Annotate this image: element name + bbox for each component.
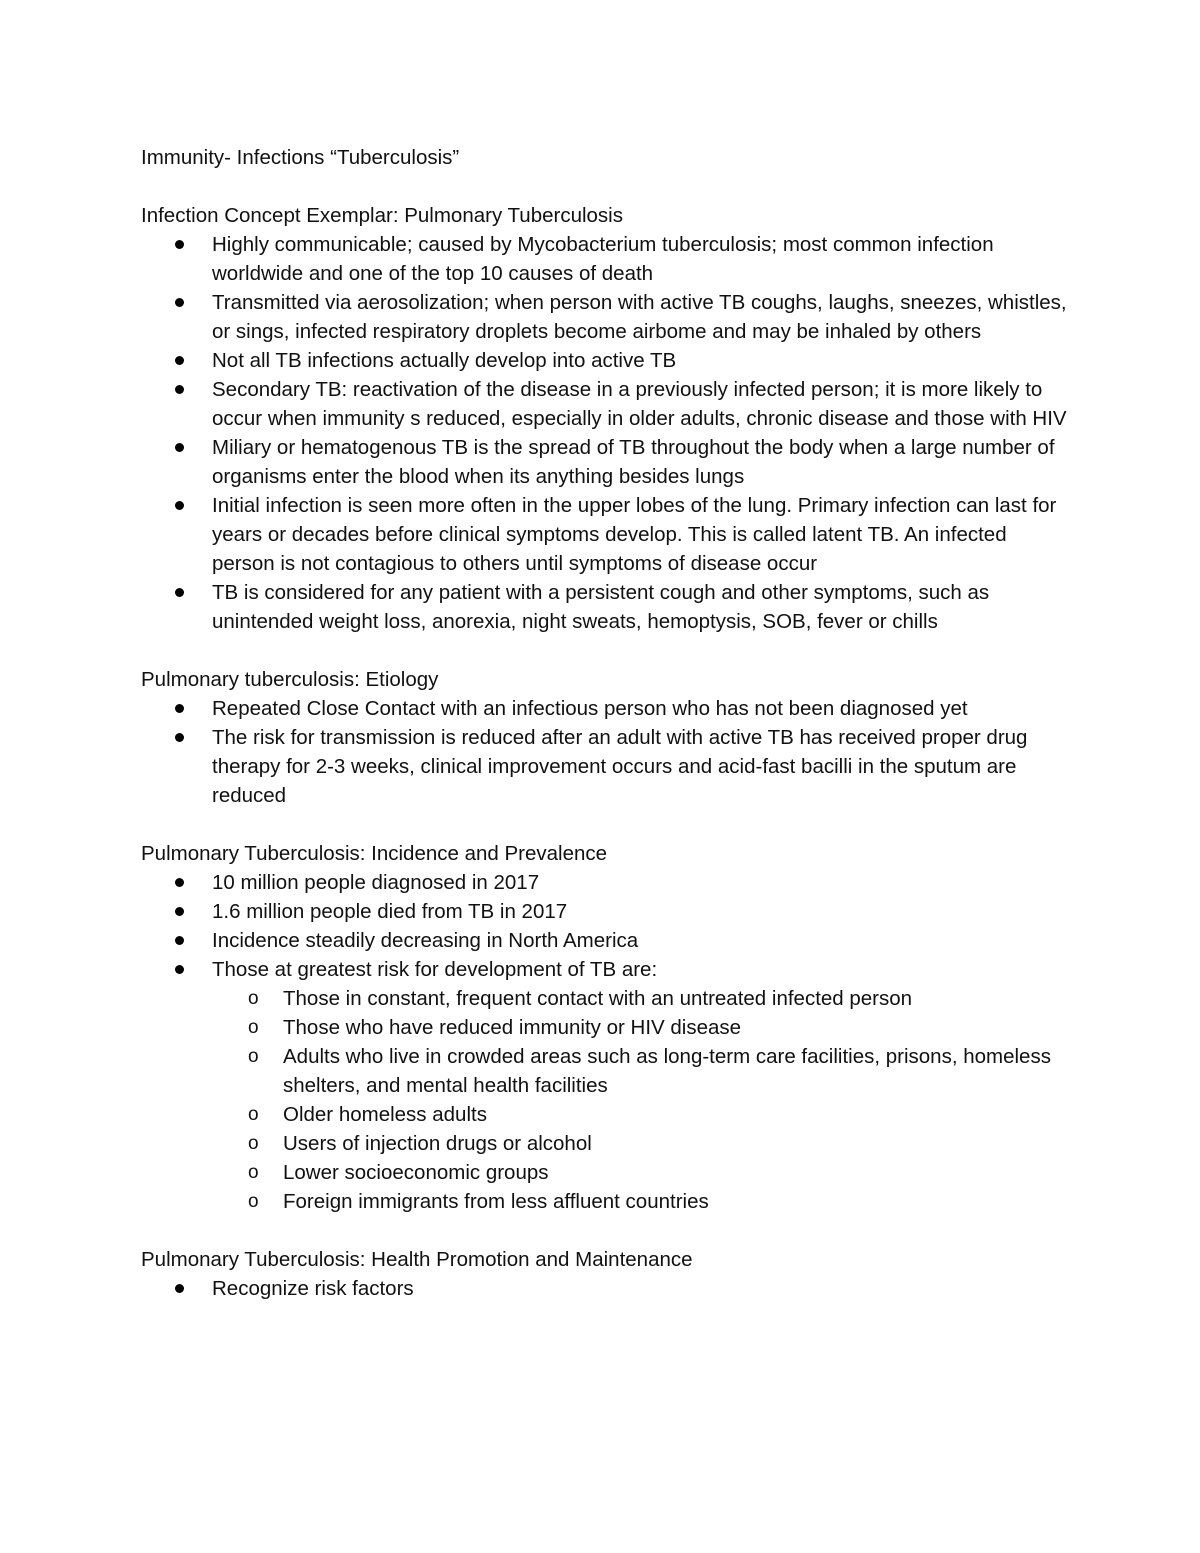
section-heading: Pulmonary tuberculosis: Etiology — [141, 668, 439, 691]
bullet-item — [141, 491, 1071, 578]
bullet-text: Initial infection is seen more often in the upper lobes of the lung. Primary infection can last for years or decades before clinical symptoms develop. This is called latent TB. An infected person is not contagious to others until symptoms of disease occur — [212, 494, 1057, 575]
bullet-dot-icon — [175, 965, 184, 974]
bullet-text: 1.6 million people died from TB in 2017 — [212, 900, 568, 923]
bullet-item — [141, 230, 1071, 288]
document-title: Immunity- Infections “Tuberculosis” — [141, 146, 460, 169]
section — [141, 201, 1071, 636]
bullet-dot-icon — [175, 240, 184, 249]
bullet-text: Highly communicable; caused by Mycobacterium tuberculosis; most common infection worldwide and one of the top 10 causes of death — [212, 233, 994, 285]
bullet-dot-icon — [175, 733, 184, 742]
sub-bullet-list — [212, 984, 1071, 1216]
bullet-text: Repeated Close Contact with an infectious person who has not been diagnosed yet — [212, 697, 968, 720]
section-heading: Infection Concept Exemplar: Pulmonary Tuberculosis — [141, 204, 623, 227]
section-heading: Pulmonary Tuberculosis: Health Promotion and Maintenance — [141, 1248, 693, 1271]
section — [141, 839, 1071, 1216]
bullet-dot-icon — [175, 356, 184, 365]
bullet-item — [141, 1274, 1071, 1303]
document-body — [141, 143, 1071, 1303]
bullet-dot-icon — [175, 588, 184, 597]
sub-bullet-item — [212, 1013, 1071, 1042]
bullet-text: Miliary or hematogenous TB is the spread of TB throughout the body when a large number of organisms enter the blood when its anything besides lungs — [212, 436, 1055, 488]
sub-bullet-text: Foreign immigrants from less affluent countries — [283, 1190, 709, 1213]
bullet-list — [141, 868, 1071, 1216]
bullet-text: Secondary TB: reactivation of the disease in a previously infected person; it is more likely to occur when immunity s reduced, especially in older adults, chronic disease and those with HIV — [212, 378, 1067, 430]
bullet-item — [141, 694, 1071, 723]
sub-bullet-item — [212, 1129, 1071, 1158]
bullet-text: Incidence steadily decreasing in North America — [212, 929, 639, 952]
sub-bullet-item — [212, 984, 1071, 1013]
bullet-dot-icon — [175, 298, 184, 307]
hollow-circle-bullet-icon: o — [248, 1046, 259, 1067]
bullet-dot-icon — [175, 1284, 184, 1293]
bullet-text: 10 million people diagnosed in 2017 — [212, 871, 540, 894]
hollow-circle-bullet-icon: o — [248, 1191, 259, 1212]
bullet-dot-icon — [175, 936, 184, 945]
sub-bullet-text: Adults who live in crowded areas such as long-term care facilities, prisons, homeless shelters, and mental health facilities — [283, 1045, 1051, 1097]
bullet-dot-icon — [175, 878, 184, 887]
section — [141, 665, 1071, 810]
bullet-item — [141, 288, 1071, 346]
bullet-text: Those at greatest risk for development of TB are: — [212, 958, 658, 981]
sub-bullet-text: Lower socioeconomic groups — [283, 1161, 549, 1184]
sub-bullet-text: Those in constant, frequent contact with an untreated infected person — [283, 987, 913, 1010]
section-heading: Pulmonary Tuberculosis: Incidence and Prevalence — [141, 842, 608, 865]
bullet-dot-icon — [175, 907, 184, 916]
hollow-circle-bullet-icon: o — [248, 1017, 259, 1038]
bullet-list — [141, 694, 1071, 810]
bullet-item — [141, 578, 1071, 636]
hollow-circle-bullet-icon: o — [248, 1104, 259, 1125]
bullet-dot-icon — [175, 443, 184, 452]
section — [141, 1245, 1071, 1303]
bullet-item — [141, 868, 1071, 897]
sections-container — [141, 201, 1071, 1303]
sub-bullet-item — [212, 1158, 1071, 1187]
bullet-dot-icon — [175, 704, 184, 713]
bullet-list — [141, 1274, 1071, 1303]
hollow-circle-bullet-icon: o — [248, 1162, 259, 1183]
sub-bullet-item — [212, 1042, 1071, 1100]
bullet-item — [141, 897, 1071, 926]
bullet-item — [141, 433, 1071, 491]
bullet-list — [141, 230, 1071, 636]
sub-bullet-item — [212, 1187, 1071, 1216]
bullet-item — [141, 926, 1071, 955]
bullet-dot-icon — [175, 501, 184, 510]
hollow-circle-bullet-icon: o — [248, 1133, 259, 1154]
bullet-dot-icon — [175, 385, 184, 394]
bullet-text: Transmitted via aerosolization; when person with active TB coughs, laughs, sneezes, whistles, or sings, infected respiratory droplets become airbome and may be inhaled by others — [212, 291, 1067, 343]
bullet-text: Not all TB infections actually develop into active TB — [212, 349, 677, 372]
bullet-item — [141, 723, 1071, 810]
bullet-text: Recognize risk factors — [212, 1277, 414, 1300]
sub-bullet-text: Users of injection drugs or alcohol — [283, 1132, 592, 1155]
sub-bullet-text: Older homeless adults — [283, 1103, 487, 1126]
sub-bullet-text: Those who have reduced immunity or HIV disease — [283, 1016, 742, 1039]
bullet-item — [141, 375, 1071, 433]
bullet-text: TB is considered for any patient with a persistent cough and other symptoms, such as unintended weight loss, anorexia, night sweats, hemoptysis, SOB, fever or chills — [212, 581, 990, 633]
bullet-item — [141, 346, 1071, 375]
bullet-item — [141, 955, 1071, 1216]
sub-bullet-item — [212, 1100, 1071, 1129]
bullet-text: The risk for transmission is reduced after an adult with active TB has received proper drug therapy for 2-3 weeks, clinical improvement occurs and acid-fast bacilli in the sputum are reduced — [212, 726, 1028, 807]
hollow-circle-bullet-icon: o — [248, 988, 259, 1009]
